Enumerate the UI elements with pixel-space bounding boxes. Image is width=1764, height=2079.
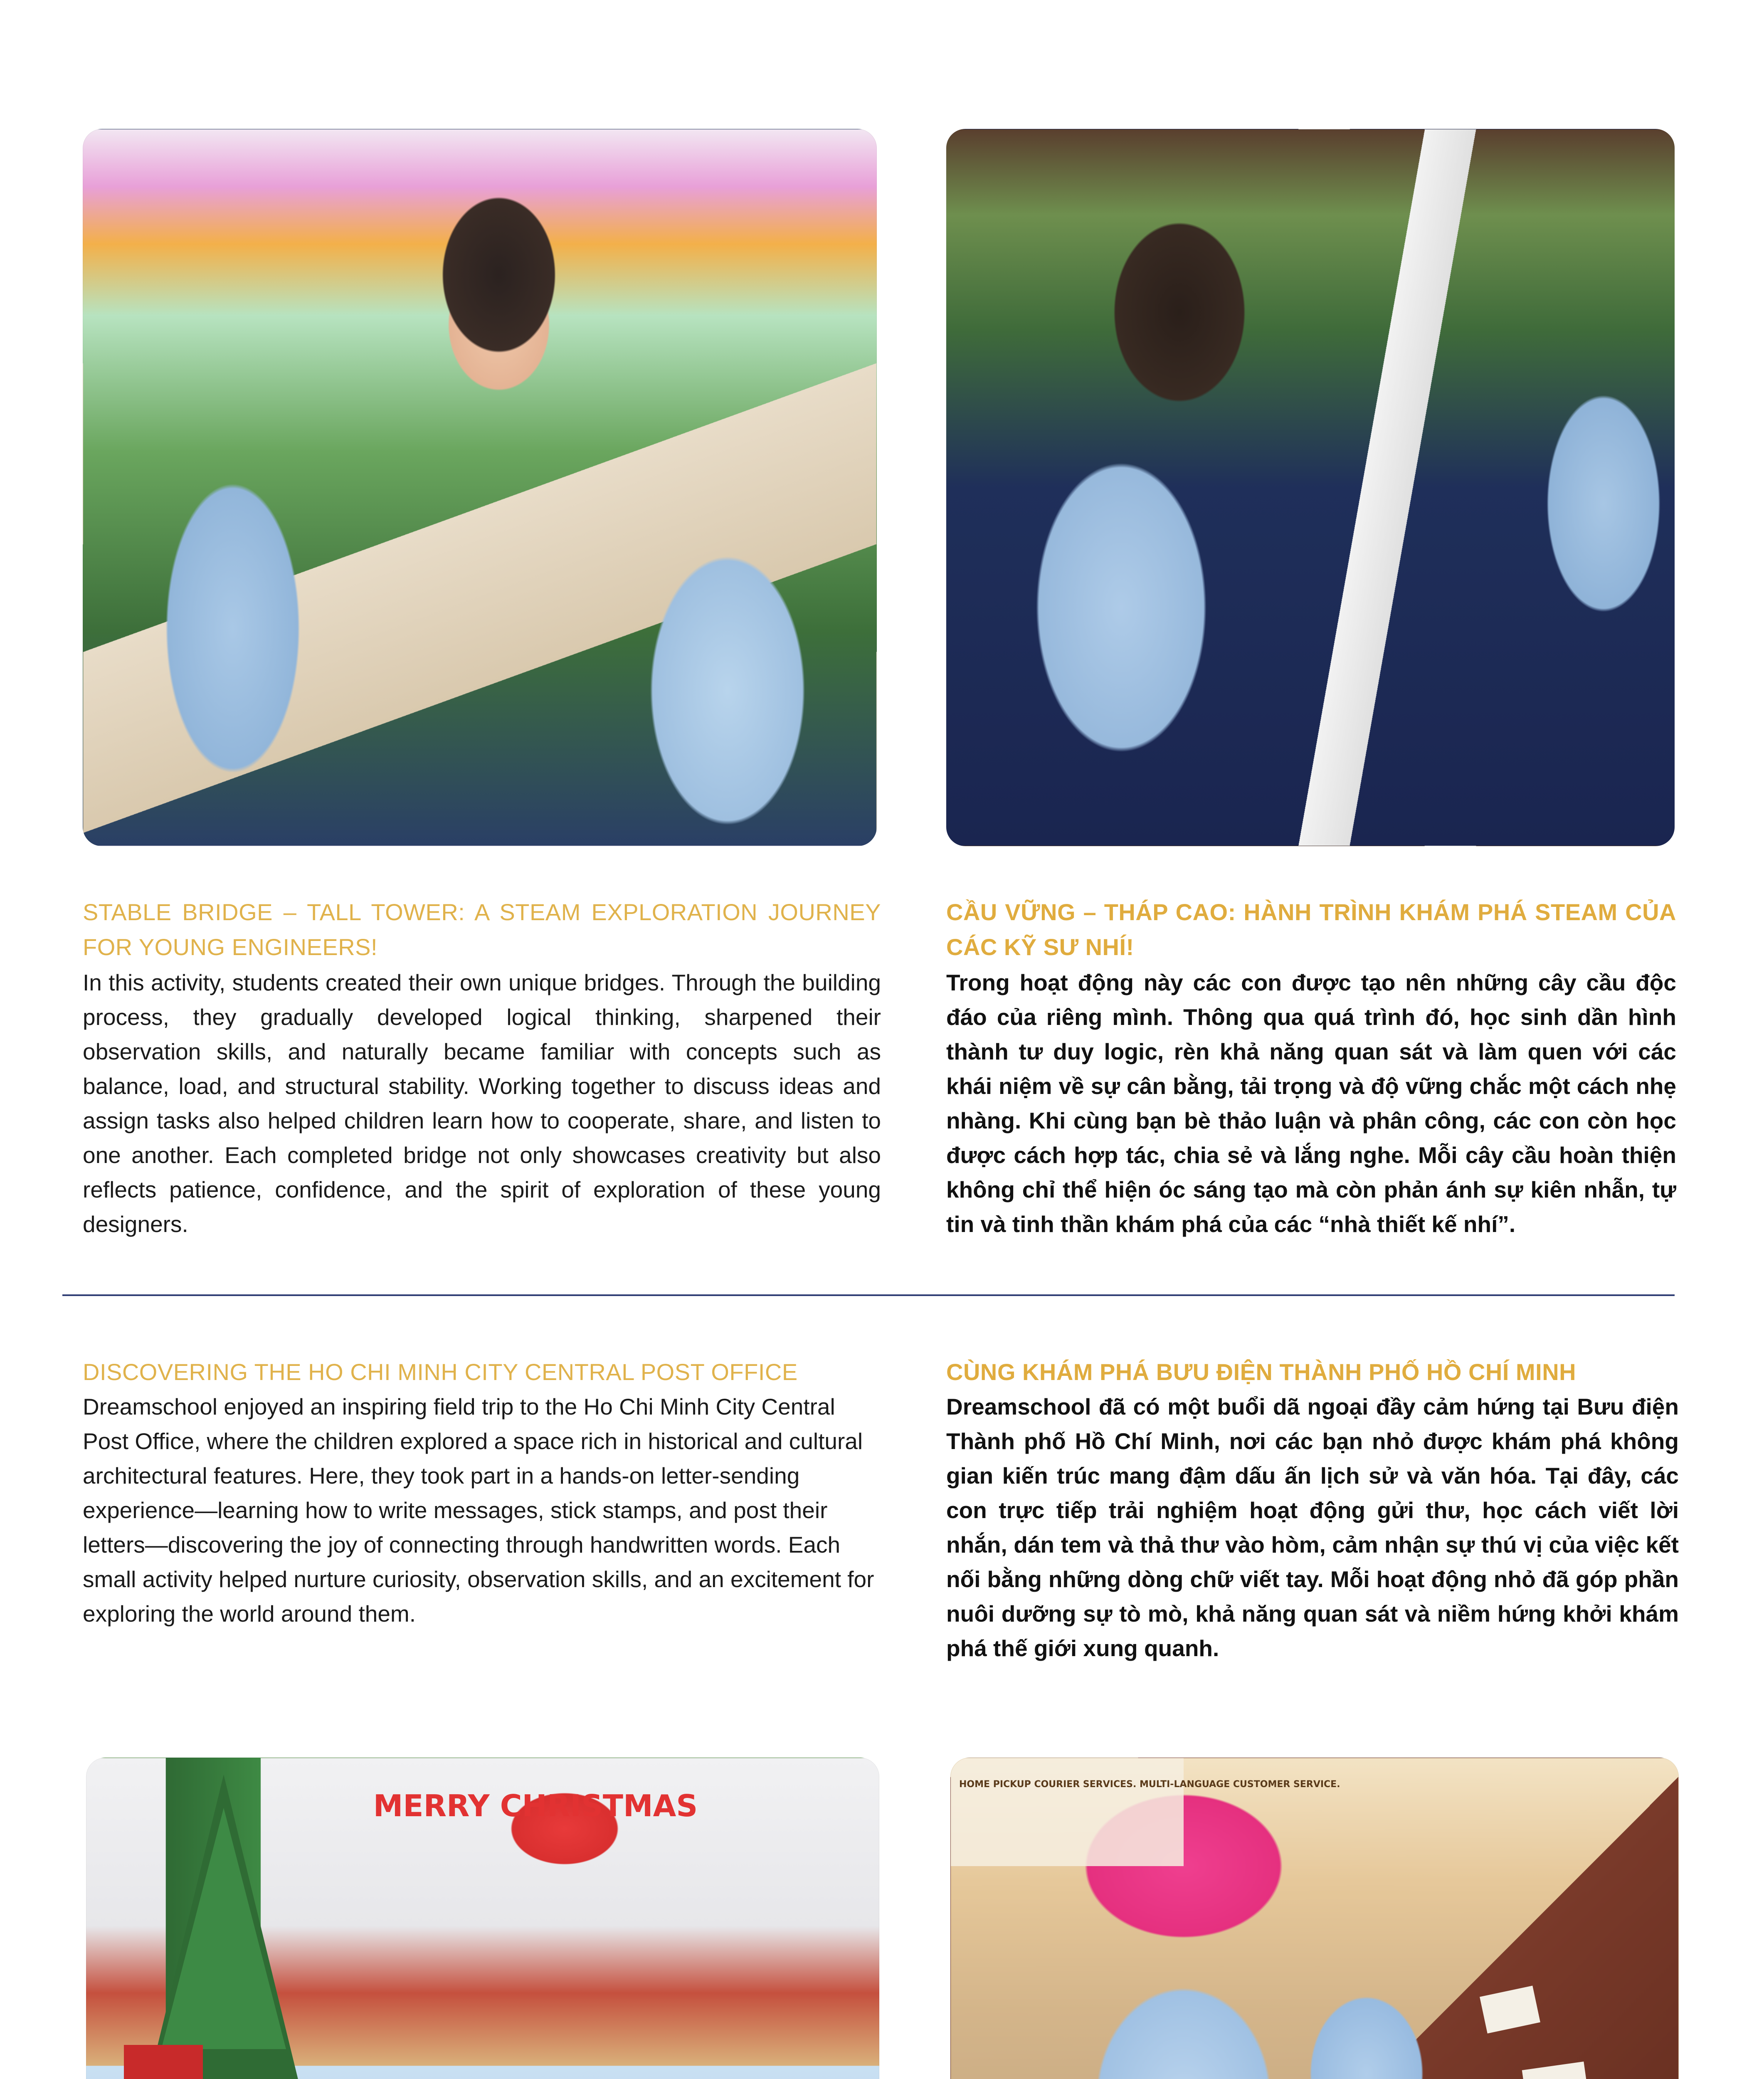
post-body-vi: Dreamschool đã có một buổi dã ngoại đầy cảm hứng tại Bưu điện Thành phố Hồ Chí Minh, nơi các bạn nhỏ được khám phá không gian kiến trúc mang đậm dấu ấn lịch sử và văn hóa. Tại đây, các con trực tiếp trải nghiệm hoạt động gửi thư, học cách viết lời nhắn, dán tem và thả thư vào hòm, cảm nhận sự thú vị của việc kết nối bằng những dòng chữ viết tay. Mỗi hoạt động nhỏ đã góp phần nuôi dưỡng sự tò mò, khả năng quan sát và niềm hứng khởi khám phá thế giới xung quanh. <box>946 1394 1679 1661</box>
bridge-body-vi: Trong hoạt động này các con được tạo nên những cây cầu độc đáo của riêng mình. Thông qua quá trình đó, học sinh dần hình thành tư duy logic, rèn khả năng quan sát và làm quen với các khái niệm về sự cân bằng, tải trọng và độ vững chắc một cách nhẹ nhàng. Khi cùng bạn bè thảo luận và phân công, các con còn học được cách hợp tác, chia sẻ và lắng nghe. Mỗi cây cầu hoàn thiện không chỉ thể hiện óc sáng tạo mà còn phản ánh sự kiên nhẫn, tự tin và tinh thần khám phá của các “nhà thiết kế nhí”. <box>946 970 1676 1237</box>
bridge-heading-en: STABLE BRIDGE – TALL TOWER: A STEAM EXPLORATION JOURNEY FOR YOUNG ENGINEERS! <box>83 899 881 960</box>
post-heading-en: DISCOVERING THE HO CHI MINH CITY CENTRAL POST OFFICE <box>83 1359 798 1385</box>
christmas-sign: MERRY CHRISTMAS <box>373 1788 698 1823</box>
section-divider <box>62 1294 1675 1296</box>
photo-christmas-group <box>86 1758 879 2079</box>
photo-tower-activity <box>946 129 1675 846</box>
photo-post-office-letters <box>950 1758 1679 2079</box>
bridge-heading-vi: CẦU VỮNG – THÁP CAO: HÀNH TRÌNH KHÁM PHÁ STEAM CỦA CÁC KỸ SƯ NHÍ! <box>946 899 1676 960</box>
bridge-body-en: In this activity, students created their own unique bridges. Through the building process, they gradually developed logical thinking, sharpened their observation skills, and naturally became familiar with concepts such as balance, load, and structural stability. Working together to discuss ideas and assign tasks also helped children learn how to cooperate, share, and listen to one another. Each completed bridge not only showcases creativity but also reflects patience, confidence, and the spirit of exploration of these young designers. <box>83 970 881 1237</box>
photo-bridge-activity <box>83 129 877 846</box>
post-office-banner: HOME PICKUP COURIER SERVICES. MULTI-LANGUAGE CUSTOMER SERVICE. <box>959 1779 1340 1790</box>
post-body-en: Dreamschool enjoyed an inspiring field trip to the Ho Chi Minh City Central Post Office, where the children explored a space rich in historical and cultural architectural features. Here, they took part in a hands-on letter-sending experience—learning how to write messages, stick stamps, and post their letters—discovering the joy of connecting through handwritten words. Each small activity helped nurture curiosity, observation skills, and an excitement for exploring the world around them. <box>83 1394 874 1627</box>
post-heading-vi: CÙNG KHÁM PHÁ BƯU ĐIỆN THÀNH PHỐ HỒ CHÍ MINH <box>946 1359 1576 1385</box>
